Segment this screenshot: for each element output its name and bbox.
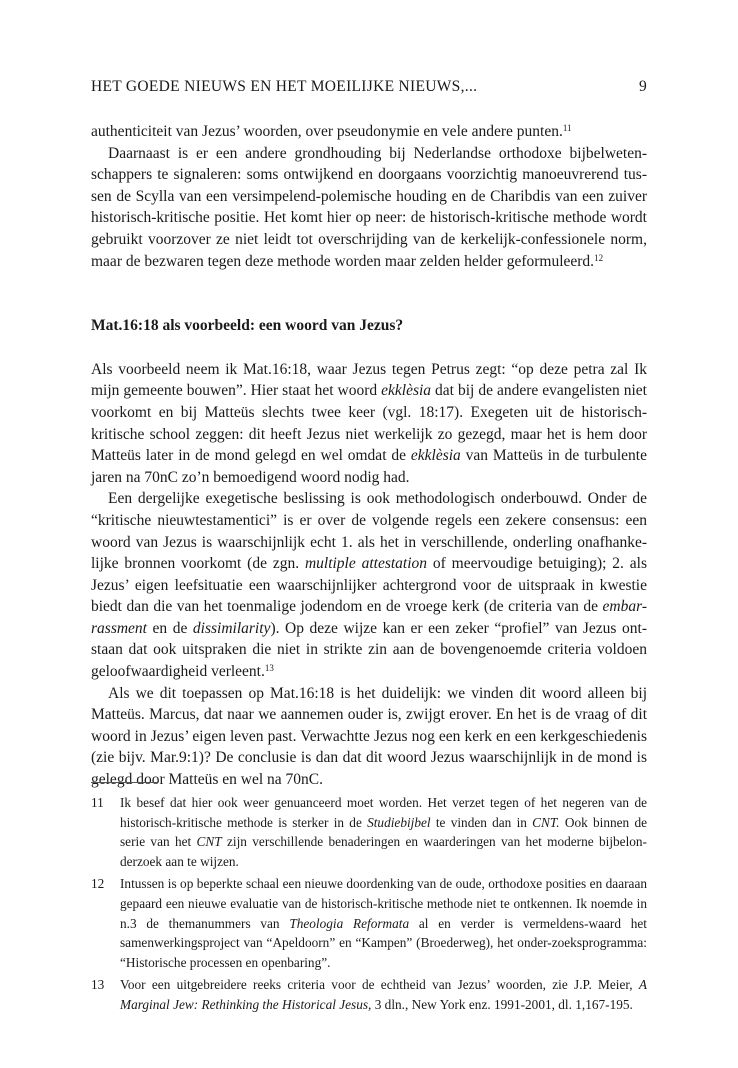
- title-italic: Studiebijbel: [367, 814, 431, 830]
- running-title: HET GOEDE NIEUWS EN HET MOEILIJKE NIEUWS,...: [91, 78, 478, 95]
- paragraph-continued: [91, 121, 647, 143]
- footnote-ref-11[interactable]: 11: [562, 123, 572, 133]
- footnote-ref-13[interactable]: 13: [264, 663, 274, 674]
- greek-term: ekklèsia: [381, 382, 432, 400]
- paragraph: [91, 143, 647, 273]
- paragraph: Als voorbeeld neem ik Mat.16:18, waar Jezus tegen Petrus zegt: “op deze petra zal Ik mijn gemeente bouwen”. Hier staat het woord ekklèsia dat bij de andere evangelisten niet voorkomt en bij Matteüs slechts twee keer (vgl. 18:17). Exegeten uit de historisch-kritische school zeggen: dit heeft Jezus niet werkelijk zo gezegd, maar het is hem door Matteüs later in de mond gelegd en wel omdat de ekklèsia van Matteüs in de turbulente jaren na 70nC zo’n bemoedigend woord nodig had.: [91, 360, 647, 486]
- footnote-11: 11 Ik besef dat hier ook weer genuanceerd moet worden. Het verzet tegen of het negeren van de historisch-kritische methode is sterker in de Studiebijbel te vinden dan in CNT. Ook binnen de serie van het CNT zijn verschillende benaderingen en waarderingen van het moderne bijbelon-derzoek aan te wijzen.: [91, 795, 647, 869]
- footnote-ref-12[interactable]: 12: [594, 252, 604, 263]
- footnote-number: 13: [91, 977, 105, 993]
- paragraph: Als we dit toepassen op Mat.16:18 is het duidelijk: we vinden dit woord alleen bij Matteüs. Marcus, dat naar we aannemen ouder is, zwijgt erover. En het is de vraag of dit woord in Jezus’ eigen leven past. Verwachtte Jezus nog een kerk en een kerkgeschiedenis (zie bijv. Mar.9:1)? De conclusie is dan dat dit woord Jezus waarschijnlijk in de mond is gelegd door Matteüs en wel na 70nC.: [91, 684, 647, 789]
- title-italic: Theologia Reformata: [289, 915, 410, 931]
- term: embar-rassment: [91, 598, 647, 637]
- footnote-12: 12 Intussen is op beperkte schaal een nieuwe doordenking van de oude, orthodoxe posities en daaraan gepaard een nieuwe evaluatie van de historisch-kritische methode niet te ontkennen. Ik noemde in n.3 de themanummers van Theologia Reformata al en verder is vermeldens-waard het samenwerkingsproject van “Apeldoorn” en “Kampen” (Broederweg), het onder-zoeksprogramma: “Historische processen en openbaring”.: [91, 876, 647, 970]
- page-number: 9: [638, 78, 647, 95]
- title-italic: CNT.: [532, 814, 560, 830]
- title-italic: A Marginal Jew: Rethinking the Historical Jesus,: [120, 977, 647, 1012]
- paragraph-text: Daarnaast is er een andere grondhouding bij Nederlandse orthodoxe bijbelweten-schappers te signaleren: soms ontwijkend en doorgaans voorzichtig manoeuvrerend tus-sen de Scylla van een versimpelend-polemische houding en de Charibdis van een zuiver historisch-kritische positie. Het komt hier op neer: de historisch-kritische methode wordt gebruikt voorzover ze niet leidt tot overschrijding van de kerkelijk-confessionele norm, maar de bezwaren tegen deze methode worden maar zelden helder geformuleerd.: [91, 144, 647, 270]
- footnote-number: 12: [91, 876, 105, 892]
- paragraph: Een dergelijke exegetische beslissing is ook methodologisch onderbouwd. Onder de “kritische nieuwtestamentici” is er over de volgende regels een zekere consensus: een woord van Jezus is waarschijnlijk echt 1. als het in verschillende, onderling onafhanke-lijke bronnen voorkomt (de zgn. multiple attestation of meervoudige betuiging); 2. als Jezus’ eigen leefsituatie een waarschijnlijker achtergrond voor de uitspraak in kwestie biedt dan die van het toenmalige jodendom en de vroege kerk (de criteria van de embar-rassment en de dissimilarity). Op deze wijze kan er een zeker “profiel” van Jezus ont-staan dat ook uitspraken die niet in strikte zin aan de bovengenoemde criteria voldoen geloofwaardigheid verleent.$^{13}$: [91, 490, 648, 681]
- footnotes: [91, 793, 647, 1018]
- paragraph-text: authenticiteit van Jezus’ woorden, over pseudonymie en vele andere punten.: [91, 123, 563, 140]
- title-italic: CNT: [196, 834, 222, 850]
- footnote-number: 11: [91, 795, 104, 810]
- body-text: [91, 121, 647, 791]
- term: dissimilarity: [192, 619, 271, 637]
- section-heading: Mat.16:18 als voorbeeld: een woord van Jezus?: [91, 317, 404, 335]
- term: multiple attestation: [304, 555, 428, 573]
- footnote-13: 13 Voor een uitgebreidere reeks criteria voor de echtheid van Jezus’ woorden, zie J.P. Meier, A Marginal Jew: Rethinking the Historical Jesus, 3 dln., New York enz. 1991-2001, dl. 1,167-195.: [91, 977, 647, 1012]
- footnote-separator: [91, 782, 157, 783]
- greek-term: ekklèsia: [410, 447, 461, 465]
